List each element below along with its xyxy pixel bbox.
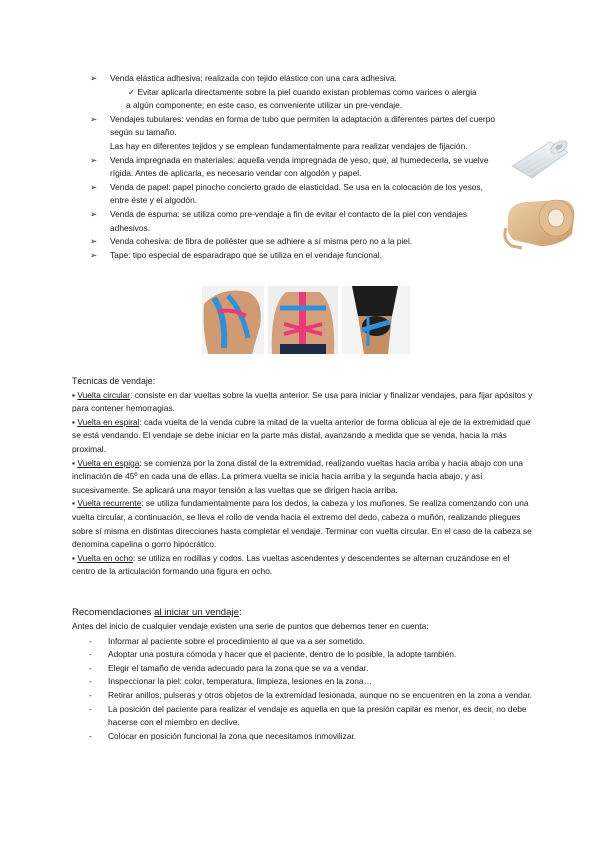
list-item-text: Adoptar una postura cómoda y hacer que el paciente, dentro de lo posible, la adopte también. (108, 649, 457, 660)
technique-item (72, 457, 534, 498)
recommendations-list (72, 635, 534, 744)
list-item (72, 689, 534, 703)
shoulder-tape-photo (202, 286, 264, 354)
list-item (90, 113, 500, 140)
recommendations-title-prefix: Recomendaciones (72, 607, 155, 618)
technique-item (72, 416, 534, 457)
arrow-bullet-icon: ➢ (90, 249, 98, 260)
dash-bullet-icon: - (89, 703, 92, 714)
dash-bullet-icon: - (89, 689, 92, 700)
technique-name: Vuelta en espiga (77, 457, 140, 468)
list-item-text: Venda cohesiva: de fibra de poliéster que se adhiere a sí misma pero no a la piel. (110, 236, 413, 247)
list-item (72, 730, 534, 744)
technique-name: Vuelta circular (77, 389, 131, 400)
list-item-text: Informar al paciente sobre el procedimiento al que va a ser sometido. (108, 635, 365, 646)
technique-text: : consiste en dar vueltas sobre la vuelta anterior. Se usa para iniciar y finalizar vendajes, para fijar apósitos y para contener hemorragias. (72, 389, 533, 414)
list-item (72, 675, 534, 689)
list-item-text: Tape: tipo especial de esparadrapo que se utiliza en el vendaje funcional. (110, 249, 382, 260)
technique-name: Vuelta en ocho (77, 552, 133, 563)
arrow-bullet-icon: ➢ (90, 208, 98, 219)
technique-text: : se utiliza en rodillas y codos. Las vueltas ascendentes y descendentes se alternan cruzándose en el centro de la articulación formando una figura en ocho. (72, 552, 510, 577)
dash-bullet-icon: - (89, 730, 92, 741)
square-bullet-icon: ▪ (72, 389, 75, 400)
arrow-bullet-icon: ➢ (90, 154, 98, 165)
list-item (72, 635, 534, 649)
list-item (90, 249, 500, 263)
list-item-text: Vendajes tubulares: vendas en forma de tubo que permiten la adaptación a diferentes partes del cuerpo según su tamaño. (110, 113, 496, 138)
list-item-text: Elegir el tamaño de venda adecuado para la zona que se va a vendar. (108, 662, 369, 673)
list-item-text: Retirar anillos, pulseras y otros objetos de la extremidad lesionada, aunque no se encuentren en la zona a vendar. (108, 689, 533, 700)
kinesio-tape-photos (202, 286, 410, 354)
arrow-bullet-icon: ➢ (90, 181, 98, 192)
list-item-text: Venda elástica adhesiva: realizada con tejido elástico con una cara adhesiva. (110, 73, 397, 83)
list-item-text: Venda impregnada en materiales: aquella venda impregnada de yeso, que, al humedecerla, se vuelve rígida. Antes de aplicarla, es necesario vendar con algodón y papel. (110, 154, 489, 179)
list-item (90, 208, 500, 235)
list-item (90, 154, 500, 181)
list-item-text: La posición del paciente para realizar el vendaje es aquella en que la presión capilar es menor, es decir, no debe hacerse con el miembro en declive. (108, 703, 527, 728)
techniques-section (72, 375, 534, 579)
recommendations-title (72, 606, 534, 620)
technique-text: : se comienza por la zona distal de la extremidad, realizando vueltas hacia arriba y hacia abajo con una inclinación de 45º en cada una de ellas. La primera vuelta se inicia hacia arriba y la segunda hacia abajo, y así sucesivamente. Se aplicará una mayor tensión a las vueltas que se dirigen hacia arriba. (72, 457, 524, 495)
dash-bullet-icon: - (89, 662, 92, 673)
list-item-text: Colocar en posición funcional la zona que necesitamos inmovilizar. (108, 730, 357, 741)
check-note-line-2: a algún componente; en este caso, es conveniente utilizar un pre-vendaje. (126, 100, 403, 111)
technique-name: Vuelta en espiral (77, 416, 140, 427)
tubular-extra-text: Las hay en diferentes tejidos y se emplean fundamentalmente para realizar vendajes de fijación. (110, 140, 468, 151)
list-item (72, 703, 534, 730)
recommendations-section (72, 606, 534, 743)
arrow-bullet-icon: ➢ (90, 113, 98, 124)
technique-text: : se utiliza fundamentalmente para los dedos, la cabeza y los muñones. Se realiza comenzando con una vuelta circular, a continuación, se lleva el rollo de venda hacia el extremo del dedo, cabeza o muñón, realizando pliegues sobre sí misma en distintas direcciones hasta completar el vendaje. Terminar con vuelta circular. En el caso de la cabeza se denomina capelina o gorro hipocrático. (72, 498, 532, 550)
technique-item (72, 497, 534, 551)
technique-text: : cada vuelta de la venda cubre la mitad de la vuelta anterior de forma oblicua al eje de la extremidad que se está vendando. El vendaje se debe iniciar en la parte más distal, avanzando a medida que se venda, hacia la más proximal. (72, 416, 531, 454)
square-bullet-icon: ▪ (72, 552, 75, 563)
square-bullet-icon: ▪ (72, 457, 75, 468)
list-item-text: Venda de papel: papel pinocho concierto grado de elasticidad. Se usa en la colocación de los yesos, entre éste y el algodón. (110, 181, 483, 206)
dash-bullet-icon: - (89, 676, 92, 687)
list-item-text: Inspeccionar la piel: color, temperatura, limpieza, lesiones en la zona… (108, 676, 372, 687)
list-item (90, 235, 500, 249)
techniques-title: Técnicas de vendaje: (72, 376, 156, 386)
recommendations-title-underlined: al iniciar un vendaje (154, 607, 239, 618)
list-item (90, 72, 500, 86)
bandage-types-list (90, 72, 500, 262)
recommendations-title-suffix: : (238, 607, 242, 618)
back-tape-photo (268, 286, 338, 354)
dash-bullet-icon: - (89, 649, 92, 660)
technique-item (72, 389, 534, 416)
list-item (72, 662, 534, 676)
list-item-text: Venda de espuma: se utiliza como pre-vendaje a fin de evitar el contacto de la piel con vendajes adhesivos. (110, 208, 468, 233)
technique-item (72, 552, 534, 579)
arrow-bullet-icon: ➢ (90, 236, 98, 247)
list-item (72, 648, 534, 662)
check-note (90, 86, 500, 100)
recommendations-intro: Antes del inicio de cualquier vendaje existen una serie de puntos que debemos tener en cuenta: (72, 621, 429, 631)
foam-bandage-roll-image (500, 188, 582, 252)
tubular-bandage-image (506, 136, 576, 182)
dash-bullet-icon: - (89, 635, 92, 646)
list-item (90, 181, 500, 208)
check-mark-icon: ✓ (128, 86, 136, 97)
arrow-bullet-icon: ➢ (90, 73, 98, 83)
check-note-line-1: Evitar aplicarla directamente sobre la piel cuando existan problemas como varices o alergia (137, 86, 477, 97)
square-bullet-icon: ▪ (72, 498, 75, 509)
square-bullet-icon: ▪ (72, 416, 75, 427)
knee-tape-photo (342, 286, 410, 354)
technique-name: Vuelta recurrente (77, 498, 142, 509)
